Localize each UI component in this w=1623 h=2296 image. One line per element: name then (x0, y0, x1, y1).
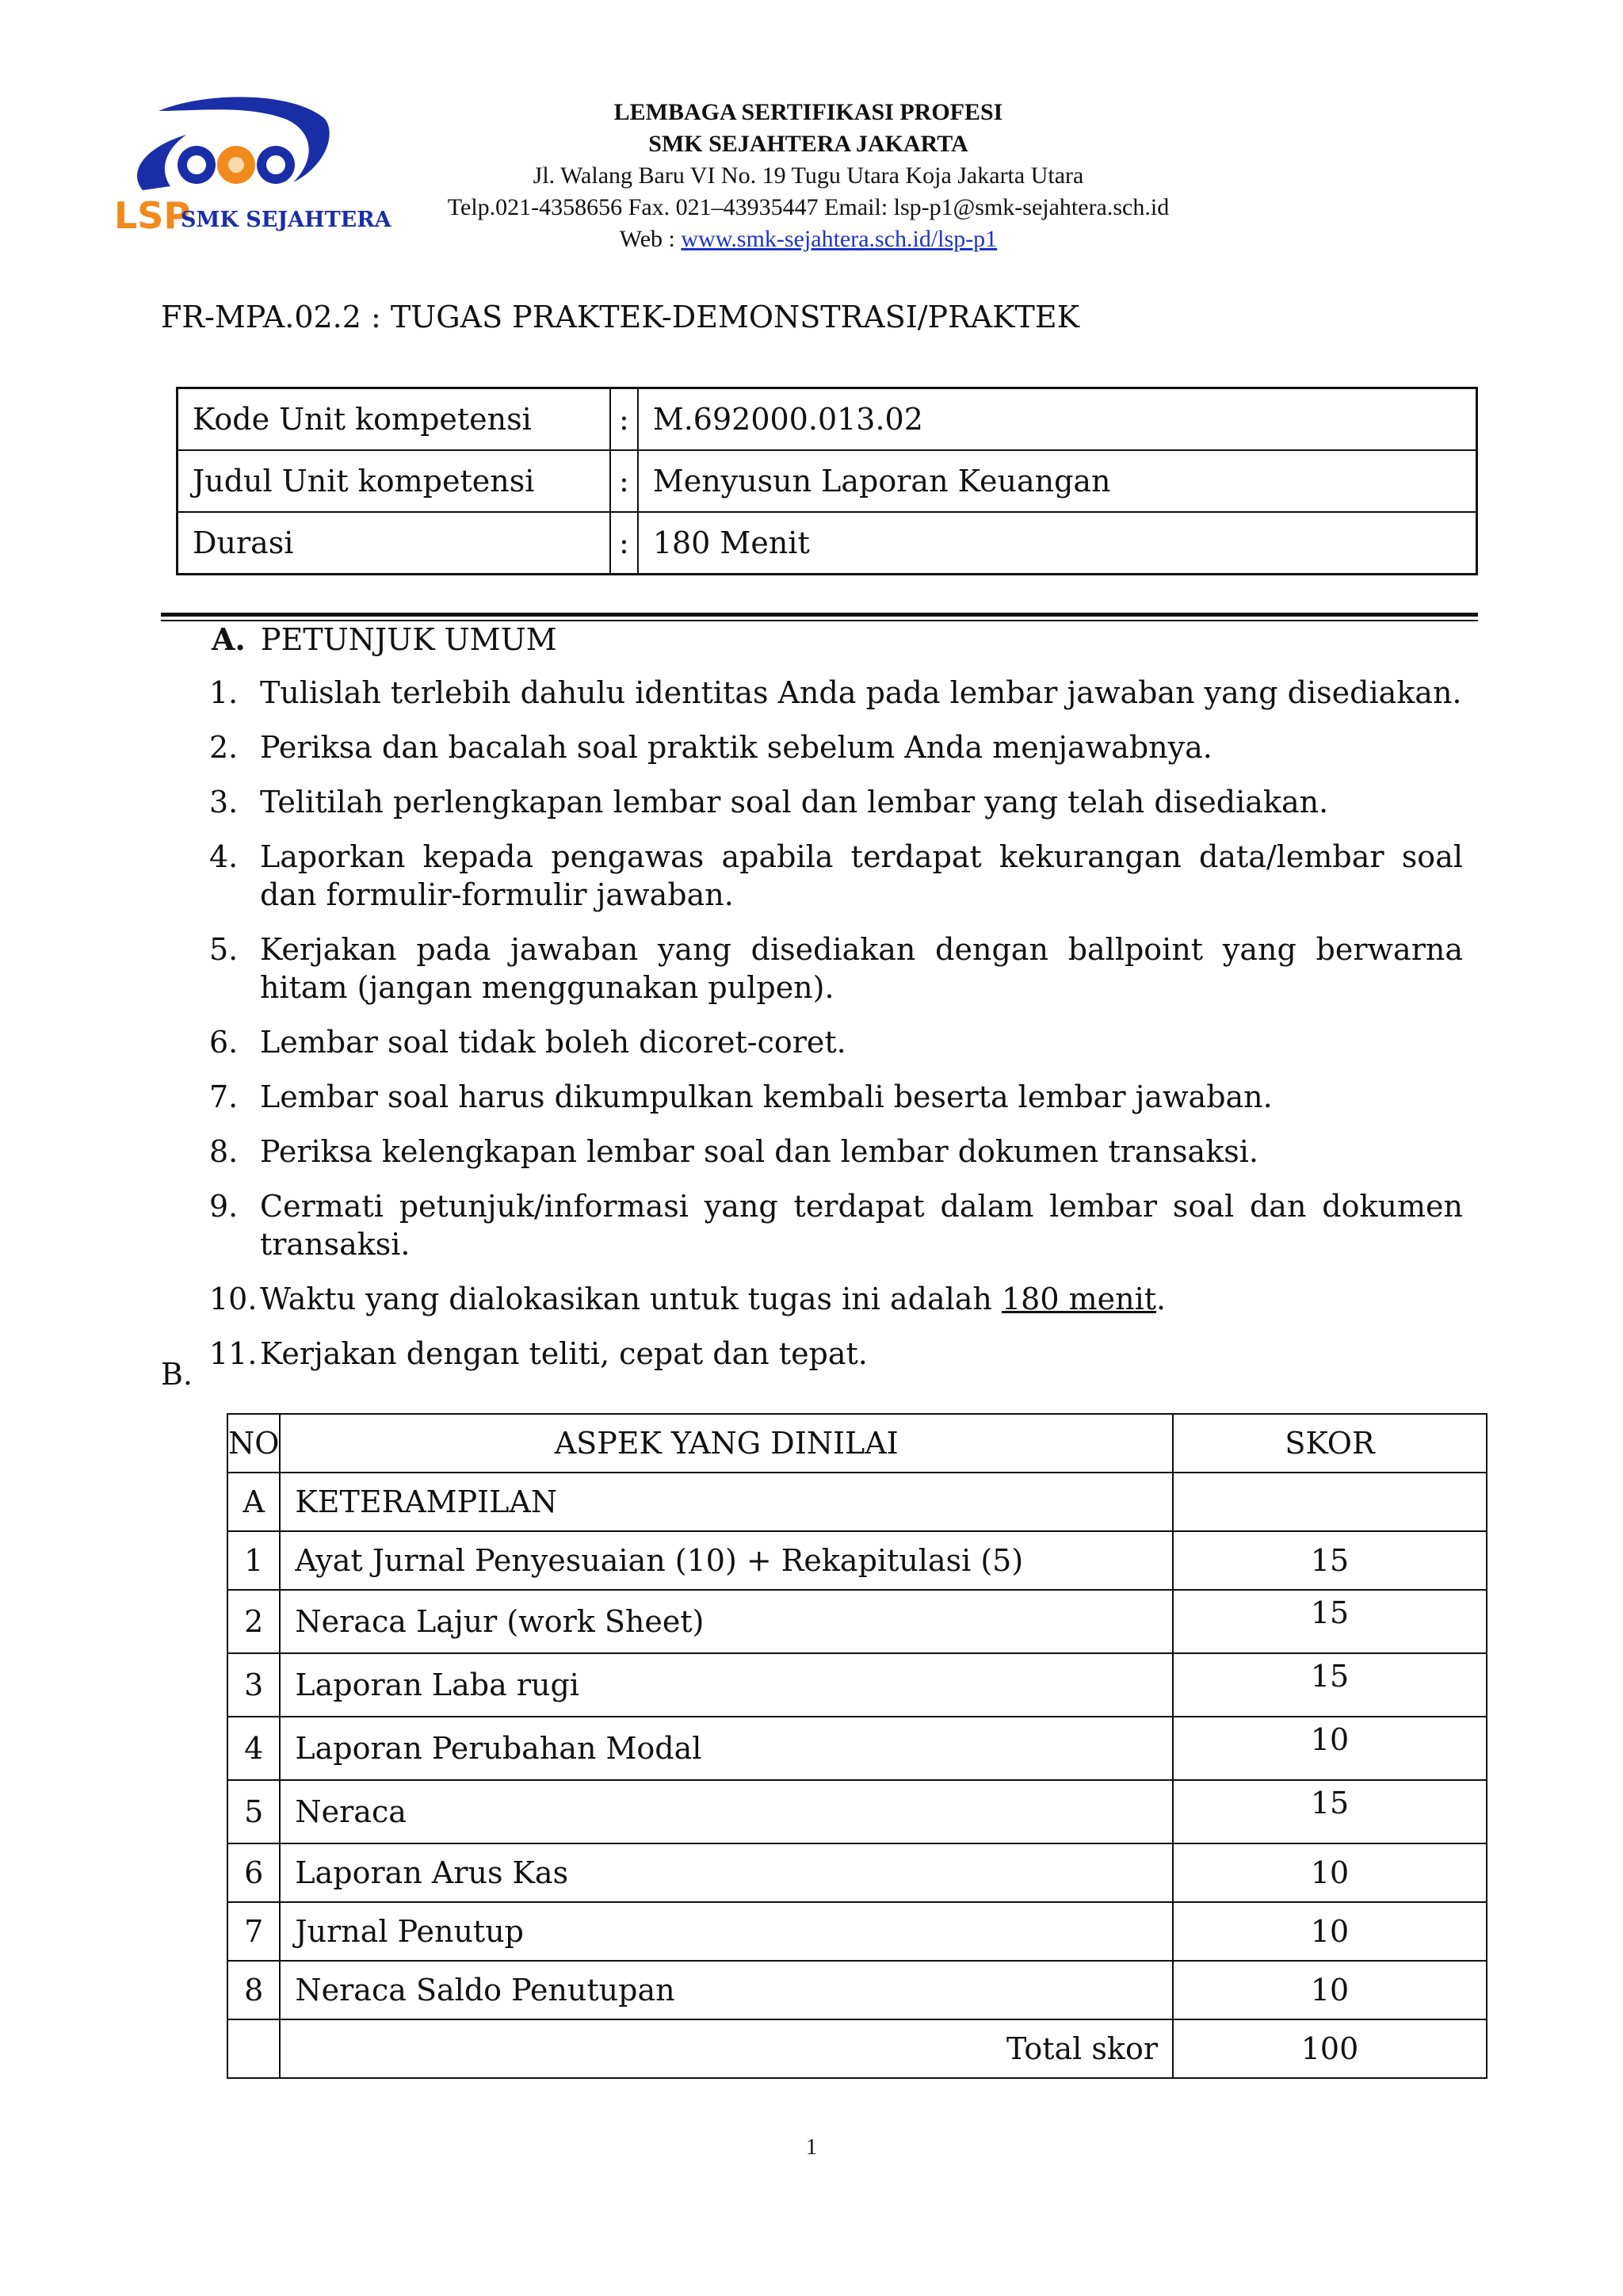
list-number: 4. (209, 839, 239, 874)
table-row (227, 1531, 1487, 1590)
lsp-logo (111, 95, 391, 237)
row-aspek: Laporan Perubahan Modal (280, 1717, 1173, 1780)
table-total-row (227, 2019, 1487, 2078)
group-skor (1173, 1473, 1487, 1531)
list-number: 2. (209, 730, 239, 765)
table-row (227, 1717, 1487, 1780)
row-no: 1 (227, 1531, 280, 1590)
duration-underlined: 180 menit (1001, 1282, 1156, 1316)
list-text: Kerjakan pada jawaban yang disediakan dengan ballpoint yang berwarna hitam (jangan menggunakan pulpen). (260, 932, 1463, 1005)
lsp-logo-graphic (111, 95, 391, 237)
group-aspek: KETERAMPILAN (280, 1473, 1173, 1531)
list-item (209, 1023, 1463, 1061)
info-value: 180 Menit (638, 512, 1477, 575)
table-header-row (227, 1414, 1487, 1473)
row-skor: 15 (1173, 1653, 1487, 1717)
list-number: 6. (209, 1025, 239, 1060)
table-row (227, 1961, 1487, 2019)
total-empty (227, 2019, 280, 2078)
row-aspek: Ayat Jurnal Penyesuaian (10) + Rekapitulasi (5) (280, 1531, 1173, 1590)
info-label: Judul Unit kompetensi (178, 450, 611, 512)
header-web (372, 223, 1244, 255)
page-number: 1 (806, 2135, 817, 2160)
info-separator: : (610, 388, 638, 451)
info-label: Kode Unit kompetensi (178, 388, 611, 451)
web-label: Web : (619, 226, 682, 252)
list-item (209, 674, 1463, 712)
row-aspek: Laporan Laba rugi (280, 1653, 1173, 1717)
list-number: 11. (209, 1336, 258, 1371)
row-no: 2 (227, 1590, 280, 1653)
row-skor: 10 (1173, 1843, 1487, 1902)
list-number: 8. (209, 1134, 239, 1169)
list-item (209, 838, 1463, 914)
list-text: Telitilah perlengkapan lembar soal dan lembar yang telah disediakan. (260, 785, 1329, 819)
list-item (209, 783, 1463, 821)
table-row (227, 1843, 1487, 1902)
row-aspek: Neraca Lajur (work Sheet) (280, 1590, 1173, 1653)
row-skor: 10 (1173, 1717, 1487, 1780)
header-address: Jl. Walang Baru VI No. 19 Tugu Utara Koja Jakarta Utara (533, 162, 1084, 189)
section-a-heading (212, 621, 557, 657)
row-aspek: Jurnal Penutup (280, 1902, 1173, 1961)
list-number: 3. (209, 785, 239, 819)
list-text: Lembar soal tidak boleh dicoret-coret. (260, 1025, 846, 1060)
info-label: Durasi (178, 512, 611, 575)
table-row (227, 1590, 1487, 1653)
list-text: Laporkan kepada pengawas apabila terdapat kekurangan data/lembar soal dan formulir-formulir jawaban. (260, 839, 1463, 912)
header-line-1: LEMBAGA SERTIFIKASI PROFESI (613, 99, 1003, 125)
list-text: Cermati petunjuk/informasi yang terdapat dalam lembar soal dan dokumen transaksi. (260, 1189, 1463, 1262)
row-no: 4 (227, 1717, 280, 1780)
header-contact: Telp.021-4358656 Fax. 021–43935447 Email: lsp-p1@smk-sejahtera.sch.id (447, 194, 1170, 220)
list-number: 9. (209, 1189, 239, 1224)
info-row (178, 450, 1477, 512)
section-a-letter: A. (212, 621, 246, 657)
info-separator: : (610, 512, 638, 575)
row-no: 6 (227, 1843, 280, 1902)
row-aspek: Neraca Saldo Penutupan (280, 1961, 1173, 2019)
list-item (209, 1133, 1463, 1171)
row-skor: 15 (1173, 1531, 1487, 1590)
row-aspek: Neraca (280, 1780, 1173, 1843)
list-item (209, 1335, 1463, 1373)
table-row (227, 1780, 1487, 1843)
info-row (178, 512, 1477, 575)
web-link[interactable]: www.smk-sejahtera.sch.id/lsp-p1 (681, 226, 998, 252)
list-item (209, 728, 1463, 766)
row-no: 5 (227, 1780, 280, 1843)
list-item (209, 1078, 1463, 1116)
header-no: NO (227, 1414, 280, 1473)
list-item (209, 1187, 1463, 1263)
list-number: 7. (209, 1079, 239, 1114)
table-row (227, 1653, 1487, 1717)
list-item (209, 930, 1463, 1007)
group-no: A (227, 1473, 280, 1531)
list-number: 1. (209, 675, 239, 710)
row-skor: 15 (1173, 1780, 1487, 1843)
header-skor: SKOR (1173, 1414, 1487, 1473)
row-skor: 10 (1173, 1961, 1487, 2019)
info-value: Menyusun Laporan Keuangan (638, 450, 1477, 512)
logo-lsp-text: LSP (114, 194, 191, 237)
header-aspek: ASPEK YANG DINILAI (280, 1414, 1173, 1473)
logo-school-text: SMK SEJAHTERA (181, 208, 391, 232)
row-no: 7 (227, 1902, 280, 1961)
list-number: 10. (209, 1282, 258, 1316)
row-skor: 10 (1173, 1902, 1487, 1961)
list-text: Tulislah terlebih dahulu identitas Anda pada lembar jawaban yang disediakan. (260, 675, 1462, 710)
row-aspek: Laporan Arus Kas (280, 1843, 1173, 1902)
list-text: Kerjakan dengan teliti, cepat dan tepat. (260, 1336, 868, 1371)
table-group-row (227, 1473, 1487, 1531)
list-text-end: . (1156, 1282, 1167, 1316)
list-text: Waktu yang dialokasikan untuk tugas ini adalah (260, 1282, 1002, 1316)
header-line-2: SMK SEJAHTERA JAKARTA (648, 131, 968, 157)
row-skor: 15 (1173, 1590, 1487, 1653)
divider-thick (161, 613, 1478, 617)
list-text: Periksa kelengkapan lembar soal dan lembar dokumen transaksi. (260, 1134, 1258, 1169)
list-number: 5. (209, 932, 239, 967)
list-item (209, 1280, 1463, 1318)
unit-info-table (176, 387, 1478, 575)
info-separator: : (610, 450, 638, 512)
section-a-title: PETUNJUK UMUM (261, 622, 557, 657)
row-no: 8 (227, 1961, 280, 2019)
section-b-heading: B. (161, 1357, 193, 1392)
form-title: FR-MPA.02.2 : TUGAS PRAKTEK-DEMONSTRASI/PRAKTEK (161, 300, 1080, 334)
row-no: 3 (227, 1653, 280, 1717)
score-table (227, 1413, 1487, 2079)
list-text: Lembar soal harus dikumpulkan kembali beserta lembar jawaban. (260, 1079, 1273, 1114)
instructions-list (209, 674, 1463, 1389)
info-row (178, 388, 1477, 451)
list-text: Periksa dan bacalah soal praktik sebelum Anda menjawabnya. (260, 730, 1212, 765)
table-row (227, 1902, 1487, 1961)
info-value: M.692000.013.02 (638, 388, 1477, 451)
total-label: Total skor (280, 2019, 1173, 2078)
total-value: 100 (1173, 2019, 1487, 2078)
institution-header (372, 97, 1244, 255)
